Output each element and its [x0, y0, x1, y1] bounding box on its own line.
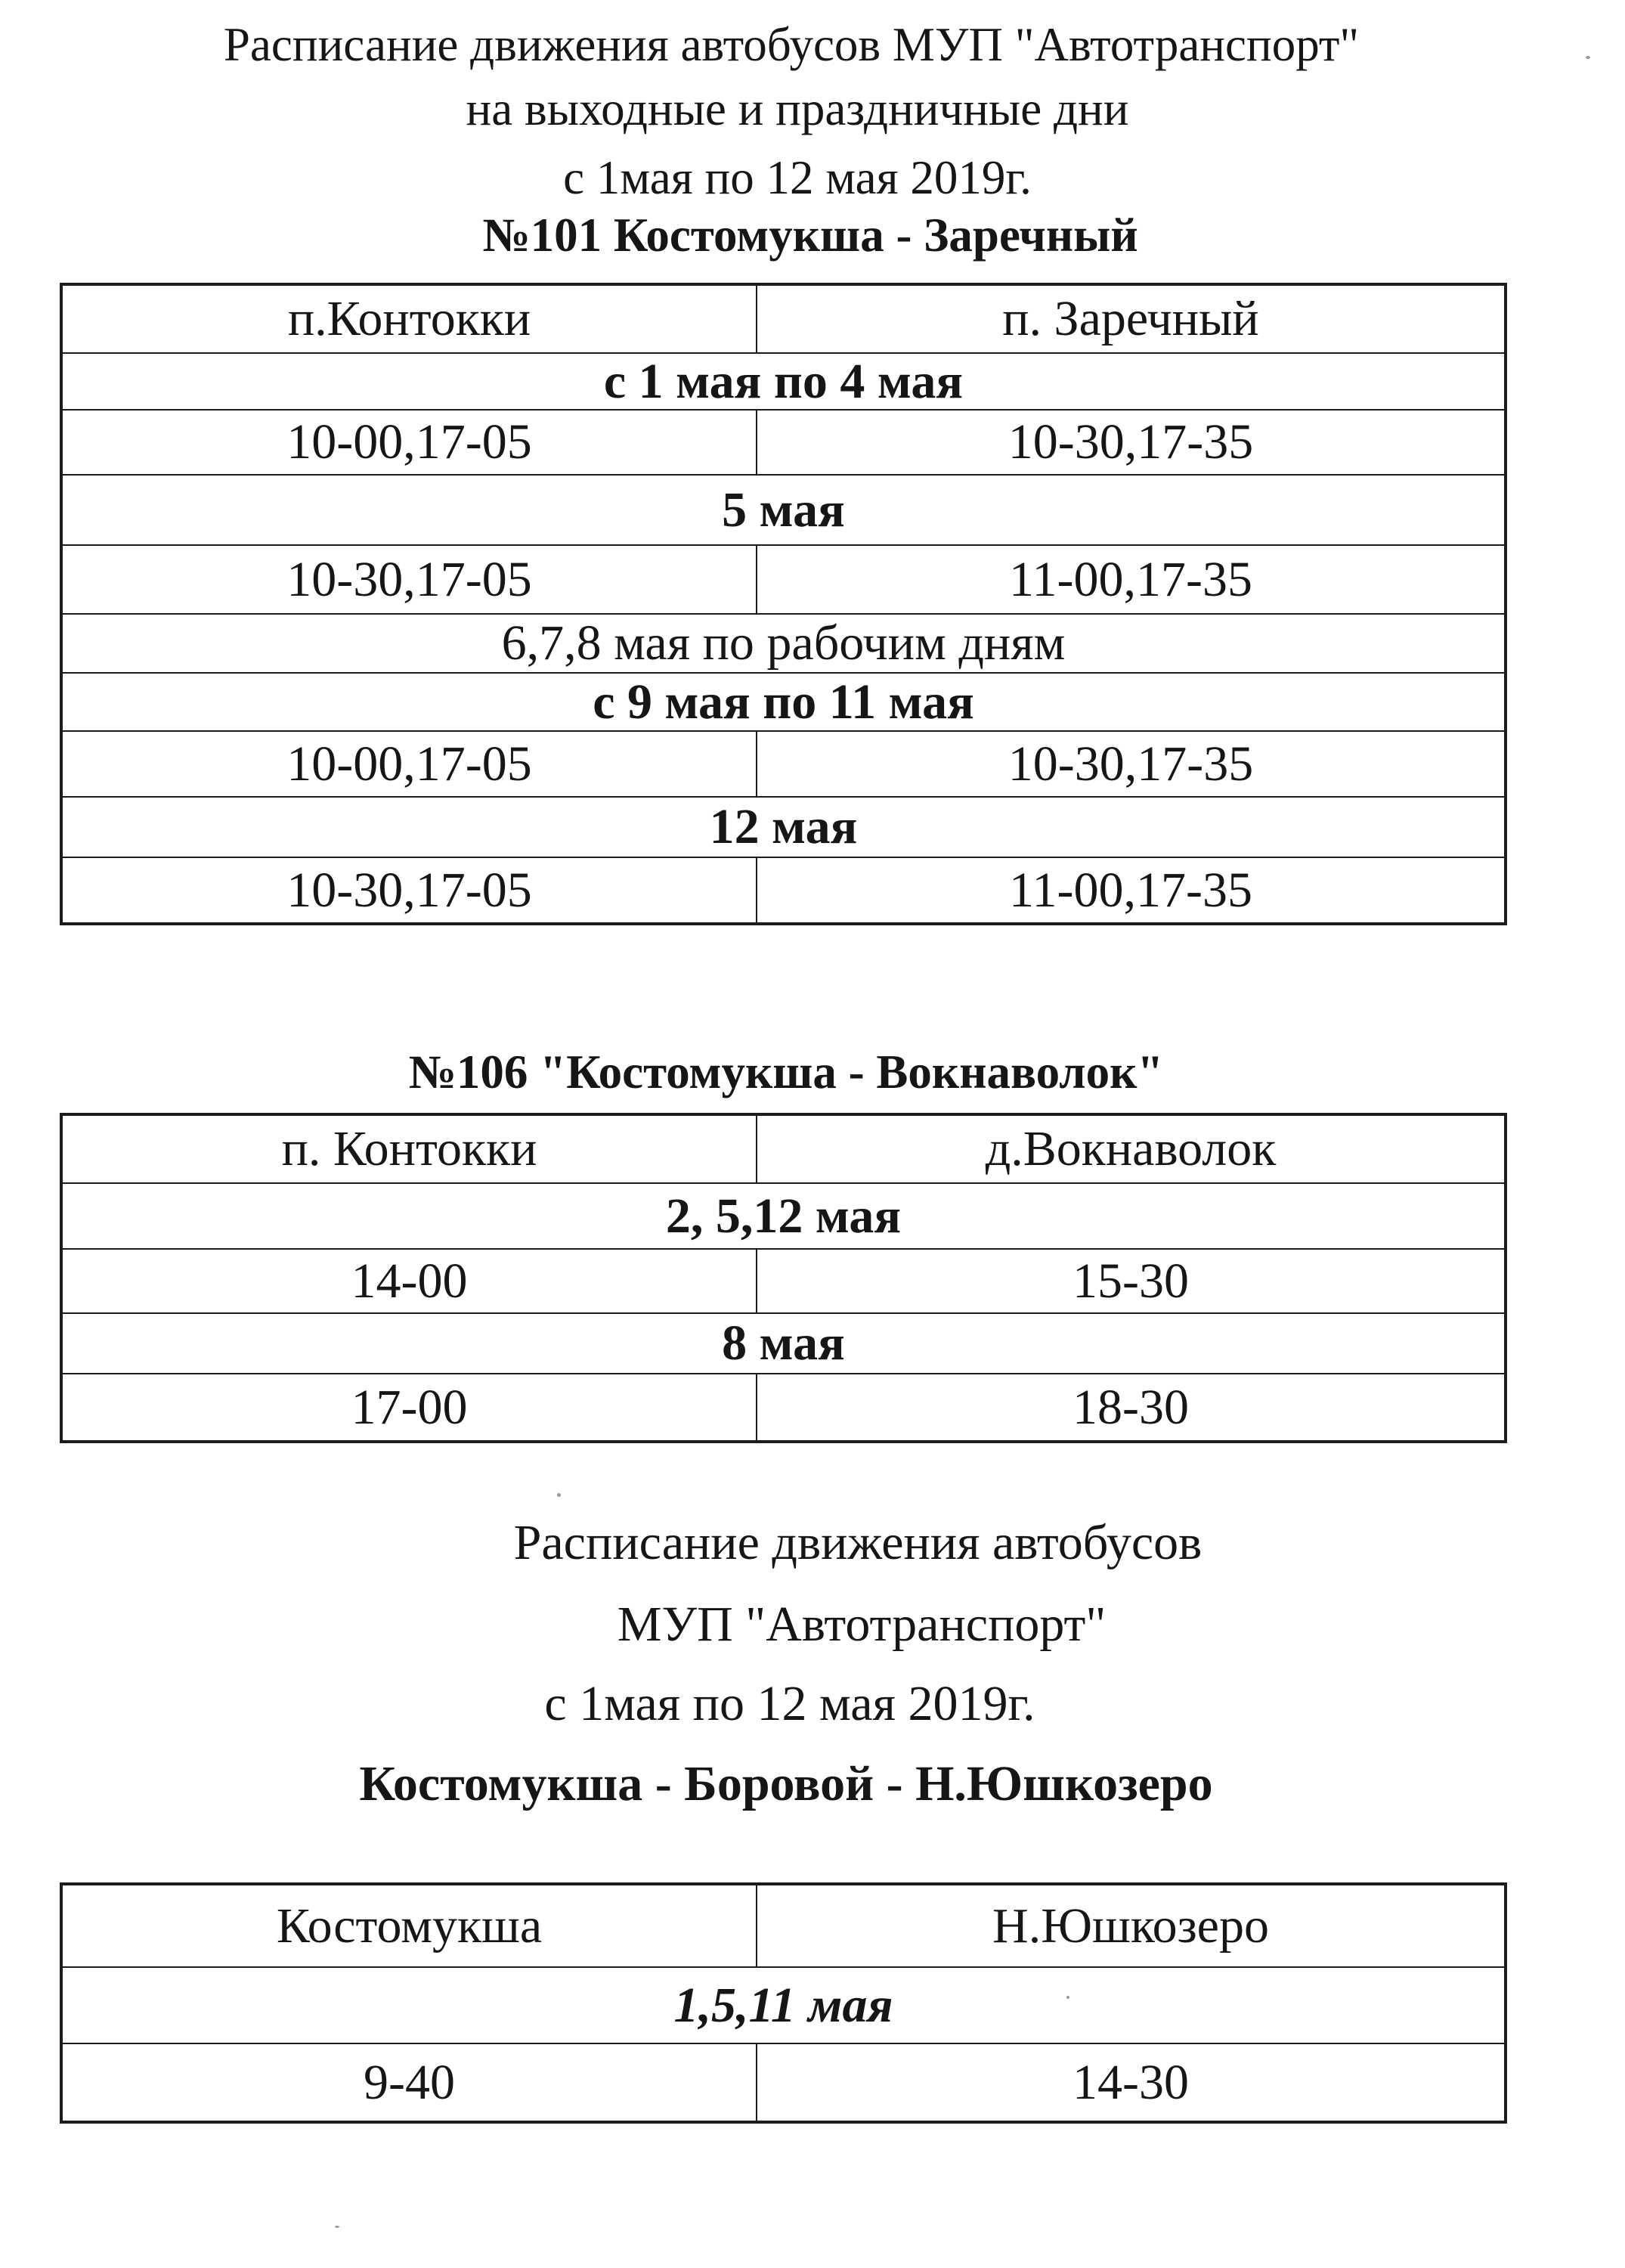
second-schedule-company: МУП "Автотранспорт" [617, 1597, 1107, 1652]
return-times: 10-30,17-35 [757, 731, 1506, 797]
departure-times: 10-00,17-05 [61, 410, 757, 475]
departure-times: 10-30,17-05 [61, 857, 757, 924]
section-label: 12 мая [61, 797, 1506, 857]
section-row [61, 475, 1506, 545]
column-header-arrival: п. Заречный [757, 284, 1506, 353]
schedule-heading: Расписание движения автобусов МУП "Автотранспорт" [223, 18, 1360, 71]
column-header-arrival: Н.Юшкозеро [757, 1884, 1506, 1967]
column-header-departure: п.Контокки [61, 284, 757, 353]
column-header-arrival: д.Вокнаволок [757, 1114, 1506, 1183]
table-row [61, 545, 1506, 614]
column-header-departure: п. Контокки [61, 1114, 757, 1183]
departure-times: 9-40 [61, 2043, 757, 2122]
return-times: 14-30 [757, 2043, 1506, 2122]
section-row [61, 797, 1506, 857]
section-label: 8 мая [61, 1313, 1506, 1374]
section-row [61, 673, 1506, 731]
section-label: с 9 мая по 11 мая [61, 673, 1506, 731]
route-yushkozero-title: Костомукша - Боровой - Н.Юшкозеро [359, 1756, 1213, 1811]
section-label: с 1 мая по 4 мая [61, 353, 1506, 410]
column-header-departure: Костомукша [61, 1884, 757, 1967]
route-106-title: №106 "Костомукша - Вокнаволок" [408, 1046, 1164, 1098]
departure-times: 14-00 [61, 1249, 757, 1313]
table-row [61, 2043, 1506, 2122]
route-101-title: №101 Костомукша - Заречный [482, 209, 1138, 262]
table-row [61, 857, 1506, 924]
section-row [61, 1313, 1506, 1374]
return-times: 10-30,17-35 [757, 410, 1506, 475]
section-row [61, 1967, 1506, 2043]
table-header-row [61, 1114, 1506, 1183]
section-row [61, 353, 1506, 410]
scan-speck [335, 2226, 339, 2228]
table-row [61, 1374, 1506, 1442]
section-label: 2, 5,12 мая [61, 1183, 1506, 1249]
schedule-subheading: на выходные и праздничные дни [466, 82, 1129, 135]
scan-speck [1586, 56, 1590, 59]
scan-speck [1066, 1996, 1069, 1999]
section-row [61, 614, 1506, 673]
route-yushkozero-table [60, 1882, 1507, 2124]
second-schedule-heading: Расписание движения автобусов [513, 1515, 1202, 1570]
return-times: 18-30 [757, 1374, 1506, 1442]
departure-times: 10-30,17-05 [61, 545, 757, 614]
scan-speck [557, 1493, 561, 1497]
section-note: 6,7,8 мая по рабочим дням [61, 614, 1506, 673]
table-header-row [61, 284, 1506, 353]
table-row [61, 731, 1506, 797]
section-row [61, 1183, 1506, 1249]
table-row [61, 410, 1506, 475]
departure-times: 17-00 [61, 1374, 757, 1442]
return-times: 15-30 [757, 1249, 1506, 1313]
route-101-table [60, 283, 1507, 925]
table-row [61, 1249, 1506, 1313]
departure-times: 10-00,17-05 [61, 731, 757, 797]
return-times: 11-00,17-35 [757, 545, 1506, 614]
schedule-date-range: с 1мая по 12 мая 2019г. [563, 151, 1032, 204]
route-106-table [60, 1113, 1507, 1443]
return-times: 11-00,17-35 [757, 857, 1506, 924]
section-label: 1,5,11 мая [61, 1967, 1506, 2043]
table-header-row [61, 1884, 1506, 1967]
second-schedule-date-range: с 1мая по 12 мая 2019г. [544, 1676, 1035, 1731]
section-label: 5 мая [61, 475, 1506, 545]
